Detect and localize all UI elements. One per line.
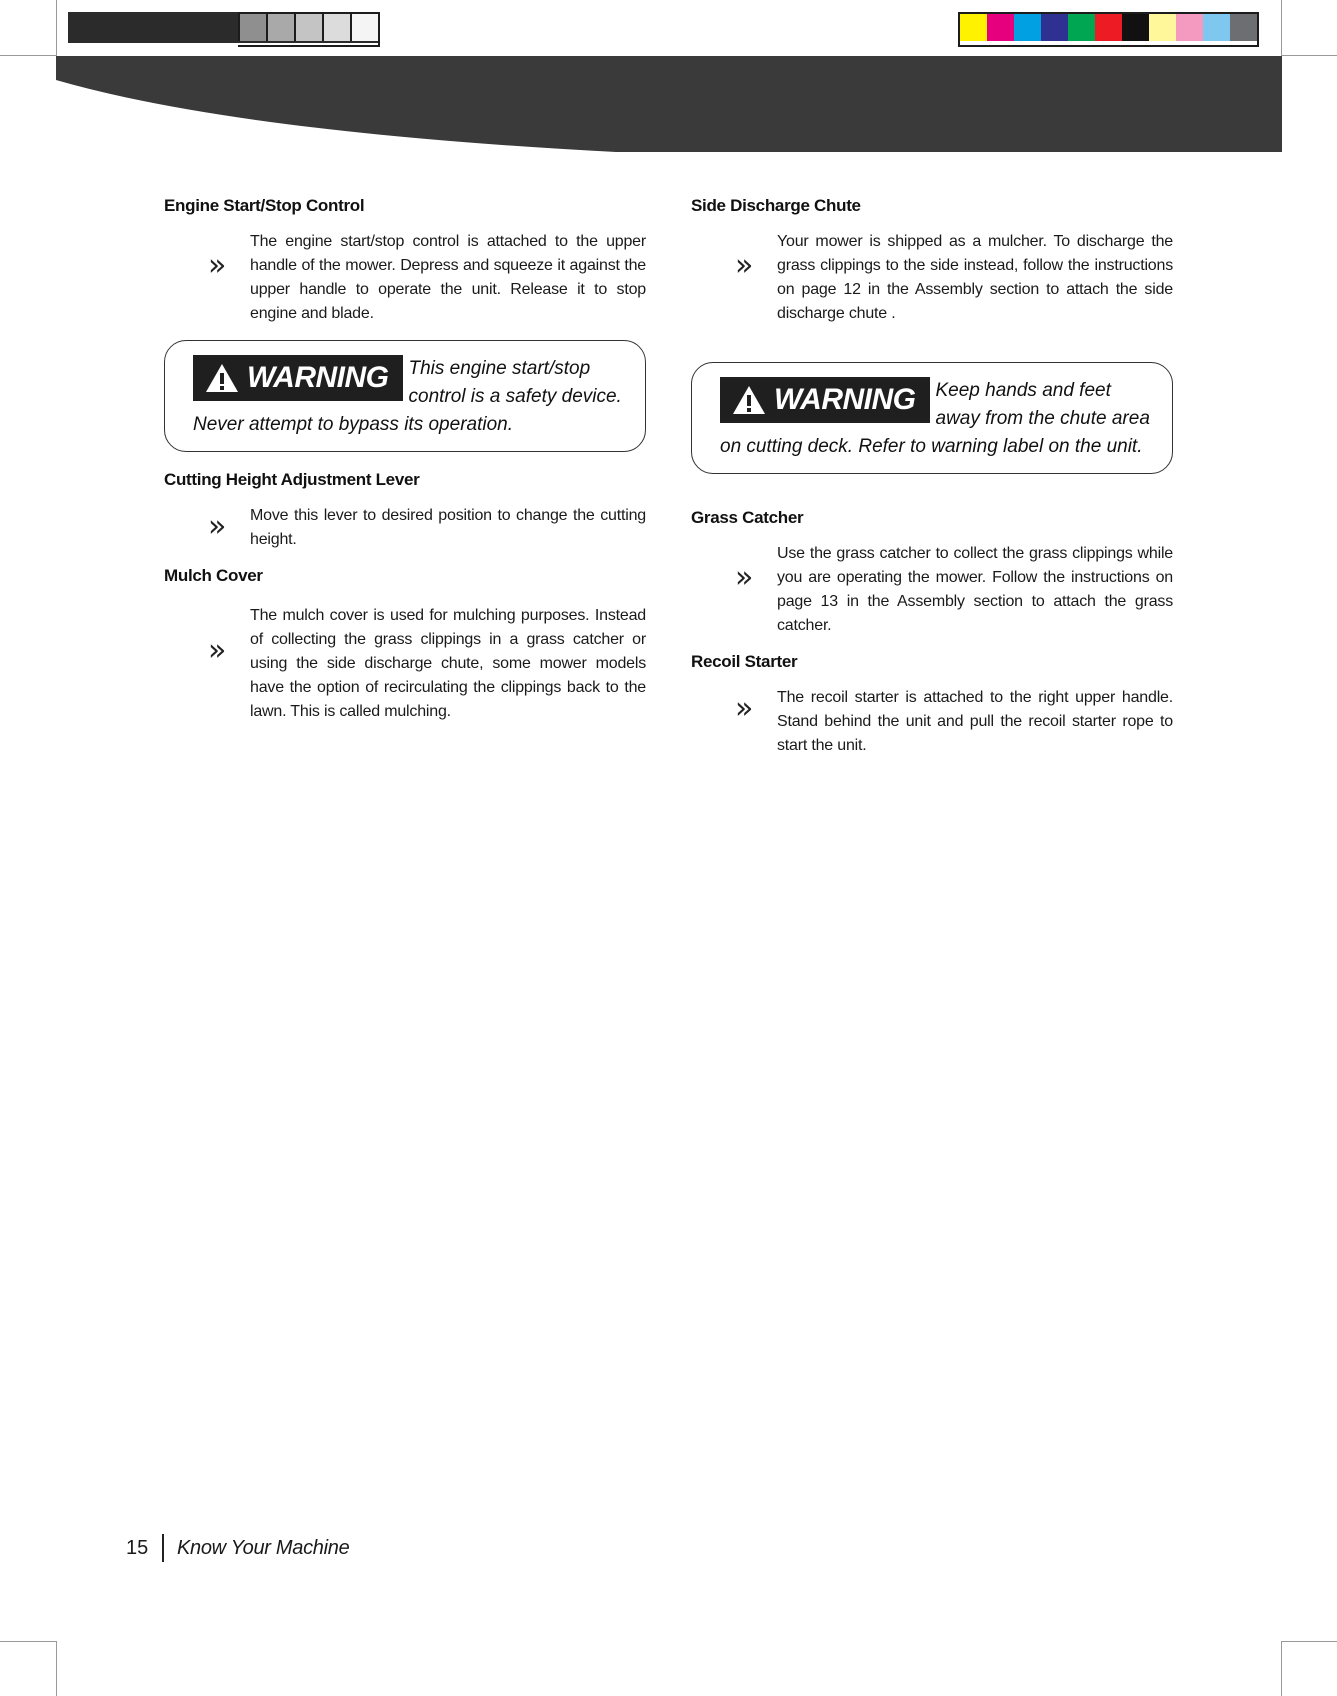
color-swatch <box>1230 14 1257 41</box>
color-swatch <box>1014 14 1041 41</box>
double-chevron-icon: » <box>735 560 754 595</box>
color-swatch <box>1122 14 1149 41</box>
section-heading: Recoil Starter <box>691 652 798 671</box>
section-heading: Grass Catcher <box>691 508 804 527</box>
warning-triangle-icon <box>205 363 239 393</box>
section-body: Your mower is shipped as a mulcher. To discharge the grass clippings to the side instead, follow the instructions on page 12 in the Assembly section to attach the side discharge chute . <box>777 233 1173 322</box>
crop-mark <box>56 0 57 56</box>
gray-step <box>238 14 266 41</box>
section-heading: Side Discharge Chute <box>691 196 861 215</box>
gray-scale-steps <box>238 12 380 47</box>
footer-section-title: Know Your Machine <box>177 1537 350 1559</box>
crop-mark <box>1281 1641 1282 1696</box>
gray-step <box>322 14 350 41</box>
color-swatch <box>1041 14 1068 41</box>
right-column <box>691 196 1173 758</box>
double-chevron-icon: » <box>208 509 227 544</box>
color-calibration-bar <box>958 12 1259 47</box>
page-number: 15 <box>126 1537 149 1559</box>
banner-shape <box>56 56 1282 152</box>
gray-step <box>350 14 378 41</box>
section-heading: Cutting Height Adjustment Lever <box>164 470 420 489</box>
section-item <box>691 686 1173 758</box>
color-swatch <box>960 14 987 41</box>
section-item <box>164 504 646 552</box>
header-banner <box>56 56 1282 152</box>
double-chevron-icon: » <box>208 633 227 668</box>
double-chevron-icon: » <box>735 248 754 283</box>
color-swatch <box>987 14 1014 41</box>
section-body: Move this lever to desired position to change the cutting height. <box>250 507 646 548</box>
section-body: Use the grass catcher to collect the grass clippings while you are operating the mower. Follow the instructions on page 13 in the Assembly section to attach the grass catcher. <box>777 545 1173 634</box>
section-body: The mulch cover is used for mulching purposes. Instead of collecting the grass clippings in a grass catcher or using the side discharge chute, some mower models have the option of recirculating the clippings back to the lawn. This is called mulching. <box>250 607 646 720</box>
warning-box <box>691 362 1173 474</box>
color-swatch <box>1095 14 1122 41</box>
color-swatch <box>1068 14 1095 41</box>
double-chevron-icon: » <box>208 248 227 283</box>
crop-mark <box>1281 0 1282 56</box>
crop-mark <box>0 1641 56 1642</box>
left-column <box>164 196 646 724</box>
footer-divider <box>162 1534 164 1562</box>
section-item <box>691 230 1173 326</box>
warning-box <box>164 340 646 452</box>
section-item <box>691 542 1173 638</box>
warning-text: Keep hands and feet away from the chute area on cutting deck. Refer to warning label on the unit. <box>720 380 1150 457</box>
double-chevron-icon: » <box>735 691 754 726</box>
crop-mark <box>1282 1641 1337 1642</box>
color-swatch <box>1149 14 1176 41</box>
crop-mark <box>56 1641 57 1696</box>
warning-label: WARNING <box>247 361 389 394</box>
crop-mark <box>0 55 56 56</box>
section-body: The recoil starter is attached to the right upper handle. Stand behind the unit and pull the recoil starter rope to start the unit. <box>777 689 1173 754</box>
section-item <box>164 230 646 326</box>
crop-mark <box>1282 55 1337 56</box>
section-heading: Engine Start/Stop Control <box>164 196 365 215</box>
color-swatch <box>1176 14 1203 41</box>
warning-badge <box>720 377 930 423</box>
gray-step <box>294 14 322 41</box>
section-item <box>164 604 646 724</box>
section-heading: Mulch Cover <box>164 566 263 585</box>
warning-label: WARNING <box>774 383 916 416</box>
gray-step <box>266 14 294 41</box>
warning-triangle-icon <box>732 385 766 415</box>
section-body: The engine start/stop control is attached to the upper handle of the mower. Depress and squeeze it against the upper handle to operate the unit. Release it to stop engine and blade. <box>250 233 646 322</box>
color-swatch <box>1203 14 1230 41</box>
warning-badge <box>193 355 403 401</box>
warning-text: This engine start/stop control is a safety device. Never attempt to bypass its operation. <box>193 358 622 435</box>
